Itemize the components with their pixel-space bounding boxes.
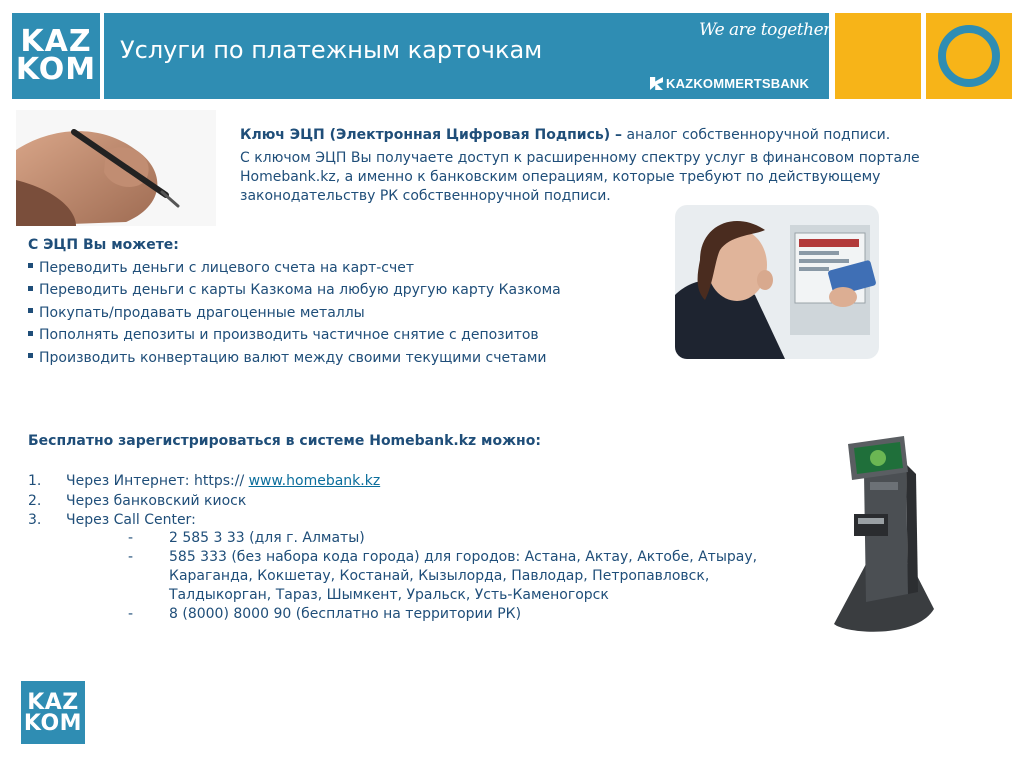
dash-marker: - (128, 530, 134, 546)
list-item (28, 472, 828, 492)
list-item-text: Переводить деньги с лицевого счета на карт-счет (39, 259, 415, 276)
list-number: 1. (28, 473, 42, 489)
logo-text-top: KAZ (20, 24, 92, 59)
woman-with-card-photo (675, 205, 879, 359)
list-item (28, 492, 828, 512)
bullet-icon (28, 286, 33, 291)
list-item-text: Через Call Center: (66, 512, 196, 529)
phone-text: 8 (8000) 8000 90 (бесплатно на территории РК) (169, 606, 522, 622)
list-item (28, 326, 668, 349)
bank-name: KAZKOMMERTSBANK (666, 76, 810, 91)
intro-block (240, 126, 980, 206)
bullet-icon (28, 263, 33, 268)
phone-text: 585 333 (без набора кода города) для городов: Астана, Актау, Актобе, Атырау, Караганда, Кокшетау, Костанай, Кызылорда, Павлодар, Петропавловск, Талдыкорган, Тараз, Шымкент, Уральск, Усть-Каменогорск (169, 549, 758, 603)
register-heading: Бесплатно зарегистрироваться в системе Homebank.kz можно: (28, 433, 541, 449)
phone-item (128, 548, 808, 605)
list-item (28, 511, 828, 531)
bank-mark-icon (650, 77, 663, 90)
intro-key-bold: Ключ ЭЦП (Электронная Цифровая Подпись) – (240, 127, 623, 143)
logo-text-bottom: KOM (23, 710, 83, 736)
list-number: 3. (28, 512, 42, 529)
phone-item (128, 605, 808, 624)
intro-key-rest: аналог собственноручной подписи. (622, 127, 891, 143)
logo-text-bottom-value: KOM (15, 52, 97, 87)
list-item-text: Производить конвертацию валют между своими текущими счетами (39, 349, 547, 366)
register-methods-list (28, 472, 828, 531)
intro-paragraph: С ключом ЭЦП Вы получаете доступ к расширенному спектру услуг в финансовом портале Homebank.kz, а именно к банковским операциям, которые требуют по действующему законодательству РК собственноручной подписи. (240, 150, 920, 204)
hand-with-pen-photo (16, 110, 216, 226)
phone-text: 2 585 3 33 (для г. Алматы) (169, 530, 365, 546)
dash-marker: - (128, 606, 134, 622)
list-item-text: Через банковский киоск (66, 492, 247, 509)
list-number: 2. (28, 492, 42, 509)
list-item-text: Покупать/продавать драгоценные металлы (39, 304, 365, 321)
ring-square (926, 13, 1012, 99)
list-item-text: Переводить деньги с карты Казкома на любую другую карту Казкома (39, 282, 561, 299)
list-item (28, 281, 668, 304)
list-item-text: Пополнять депозиты и производить частичное снятие с депозитов (39, 327, 539, 344)
capabilities-list (28, 236, 668, 372)
list-item (28, 259, 668, 282)
logo-text-top: KAZ (27, 689, 79, 715)
page-title: Услуги по платежным карточкам (120, 36, 543, 64)
bullet-icon (28, 353, 33, 358)
capabilities-heading: С ЭЦП Вы можете: (28, 237, 179, 253)
bank-kiosk-image (826, 434, 936, 644)
bank-brand (650, 76, 809, 91)
logo-text-bottom (15, 52, 97, 87)
phone-item (128, 529, 808, 548)
yellow-square (835, 13, 921, 99)
homebank-link[interactable]: www.homebank.kz (248, 473, 381, 489)
intro-key-line (240, 126, 980, 145)
ring-icon (938, 25, 1000, 87)
list-item-text (66, 472, 380, 492)
bullet-icon (28, 331, 33, 336)
call-center-phones (128, 529, 808, 624)
kazkom-logo-small (21, 681, 85, 744)
slogan-text: We are together (699, 20, 831, 40)
internet-method-text: Через Интернет: https:// (66, 473, 249, 489)
dash-marker: - (128, 549, 134, 565)
list-item (28, 349, 668, 372)
kazkom-logo (12, 13, 100, 99)
list-item (28, 304, 668, 327)
bullet-icon (28, 308, 33, 313)
